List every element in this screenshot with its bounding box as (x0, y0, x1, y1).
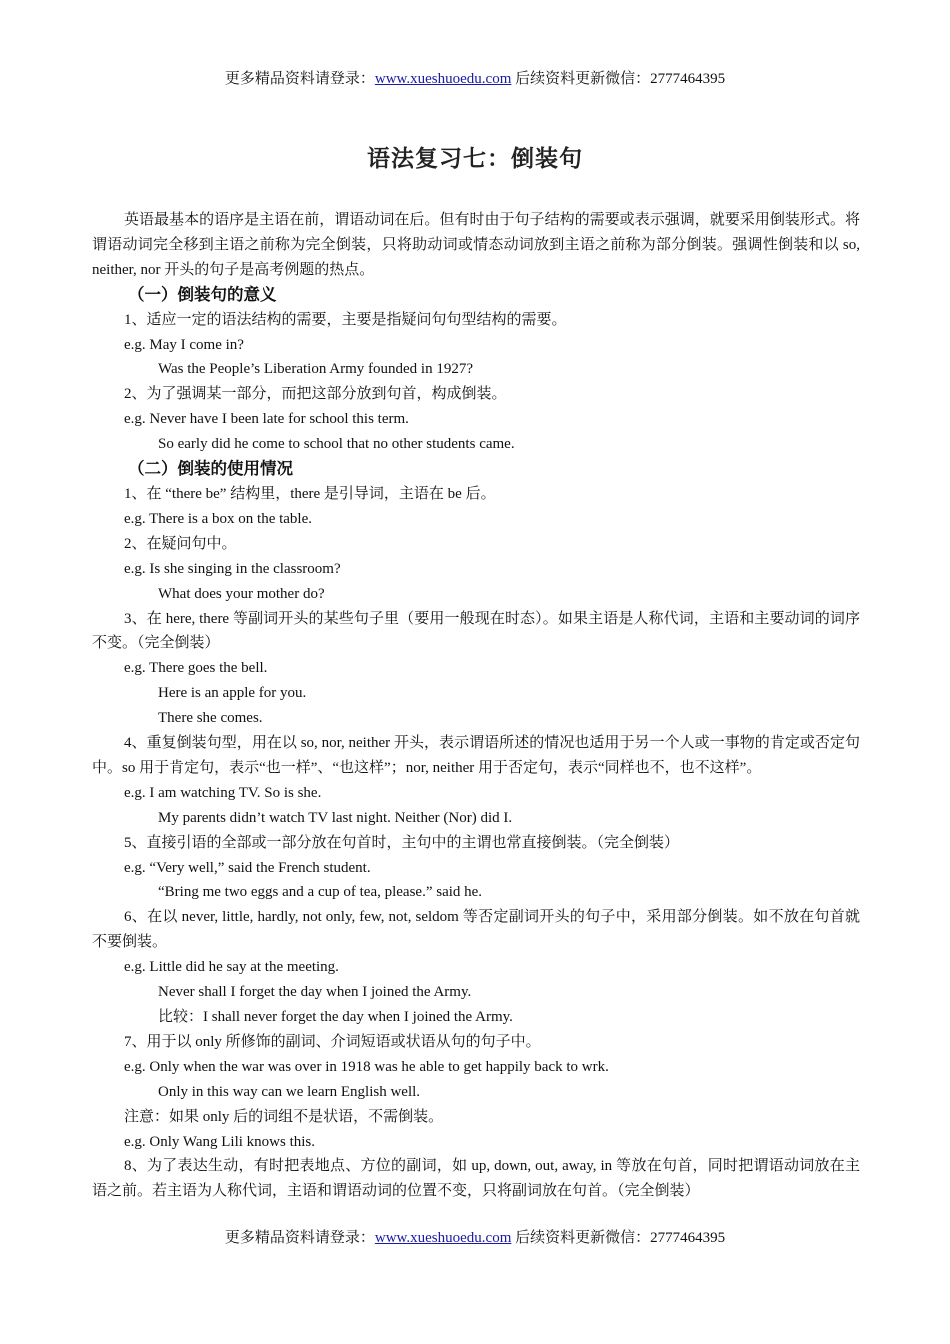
header-suffix: 后续资料更新微信：2777464395 (511, 71, 726, 87)
s1-point1: 1、适应一定的语法结构的需要，主要是指疑问句句型结构的需要。 (124, 311, 567, 328)
s2-rule5-example: “Bring me two eggs and a cup of tea, please.” said he. (158, 884, 483, 901)
header-link[interactable]: www.xueshuoedu.com (374, 71, 512, 87)
page-footer (0, 1226, 950, 1247)
s2-rule4-example: e.g. I am watching TV. So is she. (124, 784, 322, 801)
s2-rule2-example: What does your mother do? (158, 585, 325, 602)
s2-rule3: 3、在 here, there 等副词开头的某些句子里（要用一般现在时态）。如果主语是人称代词，主语和主要动词的词序不变。（完全倒装） (92, 610, 860, 652)
s2-rule7-note: 注意：如果 only 后的词组不是状语，不需倒装。 (124, 1108, 444, 1125)
s2-rule1-example: e.g. There is a box on the table. (124, 510, 312, 527)
s2-rule6-example: e.g. Little did he say at the meeting. (124, 959, 339, 976)
section2-heading: （二）倒装的使用情况 (128, 459, 293, 479)
s2-rule7-example: e.g. Only when the war was over in 1918 was he able to get happily back to wrk. (124, 1058, 609, 1075)
document-body (92, 208, 860, 1204)
footer-suffix: 后续资料更新微信：2777464395 (511, 1230, 726, 1246)
s2-rule5-example: e.g. “Very well,” said the French student. (124, 859, 371, 876)
s2-rule3-example: Here is an apple for you. (158, 685, 307, 702)
page-header (0, 67, 950, 88)
s2-rule3-example: e.g. There goes the bell. (124, 660, 268, 677)
s1-point2: 2、为了强调某一部分，而把这部分放到句首，构成倒装。 (124, 386, 507, 403)
header-prefix: 更多精品资料请登录： (224, 71, 375, 87)
s2-rule4-example: My parents didn’t watch TV last night. Neither (Nor) did I. (158, 809, 513, 826)
footer-link[interactable]: www.xueshuoedu.com (374, 1230, 512, 1246)
s2-rule3-example: There she comes. (158, 710, 263, 727)
s2-rule2: 2、在疑问句中。 (124, 535, 237, 552)
s2-rule8: 8、为了表达生动，有时把表地点、方位的副词，如 up, down, out, away, in 等放在句首，同时把谓语动词放在主语之前。若主语为人称代词，主语和谓语动词的位置不变，只将副词放在句首。（完全倒装） (92, 1158, 860, 1200)
s2-rule7-example: e.g. Only Wang Lili knows this. (124, 1133, 316, 1150)
s2-rule6-example: Never shall I forget the day when I joined the Army. (158, 984, 472, 1001)
s1-point2-example: e.g. Never have I been late for school this term. (124, 411, 409, 428)
s2-rule5: 5、直接引语的全部或一部分放在句首时，主句中的主谓也常直接倒装。（完全倒装） (124, 834, 680, 851)
s2-rule6: 6、在以 never, little, hardly, not only, few, not, seldom 等否定副词开头的句子中，采用部分倒装。如不放在句首就不要倒装。 (92, 909, 860, 951)
s2-rule4: 4、重复倒装句型，用在以 so, nor, neither 开头，表示谓语所述的情况也适用于另一个人或一事物的肯定或否定句中。so 用于肯定句，表示“也一样”、“也这样”；nor, neither 用于否定句，表示“同样也不，也不这样”。 (92, 735, 860, 776)
section1-heading: （一）倒装句的意义 (128, 284, 277, 304)
s2-rule6-example: 比较：I shall never forget the day when I joined the Army. (158, 1009, 513, 1025)
s2-rule1: 1、在 “there be” 结构里，there 是引导词，主语在 be 后。 (124, 485, 496, 502)
s1-point2-example: So early did he come to school that no other students came. (158, 436, 515, 453)
s2-rule2-example: e.g. Is she singing in the classroom? (124, 560, 341, 577)
intro-paragraph: 英语最基本的语序是主语在前，谓语动词在后。但有时由于句子结构的需要或表示强调，就要采用倒装形式。将谓语动词完全移到主语之前称为完全倒装，只将助动词或情态动词放到主语之前称为部分倒装。强调性倒装和以 so, neither, nor 开头的句子是高考例题的热点。 (92, 212, 860, 278)
footer-prefix: 更多精品资料请登录： (224, 1230, 375, 1246)
page-title: 语法复习七：倒装句 (367, 146, 583, 172)
s2-rule7: 7、用于以 only 所修饰的副词、介词短语或状语从句的句子中。 (124, 1033, 541, 1050)
s2-rule7-example: Only in this way can we learn English well. (158, 1083, 421, 1100)
s1-point1-example: Was the People’s Liberation Army founded in 1927? (158, 361, 473, 378)
s1-point1-example: e.g. May I come in? (124, 336, 244, 353)
